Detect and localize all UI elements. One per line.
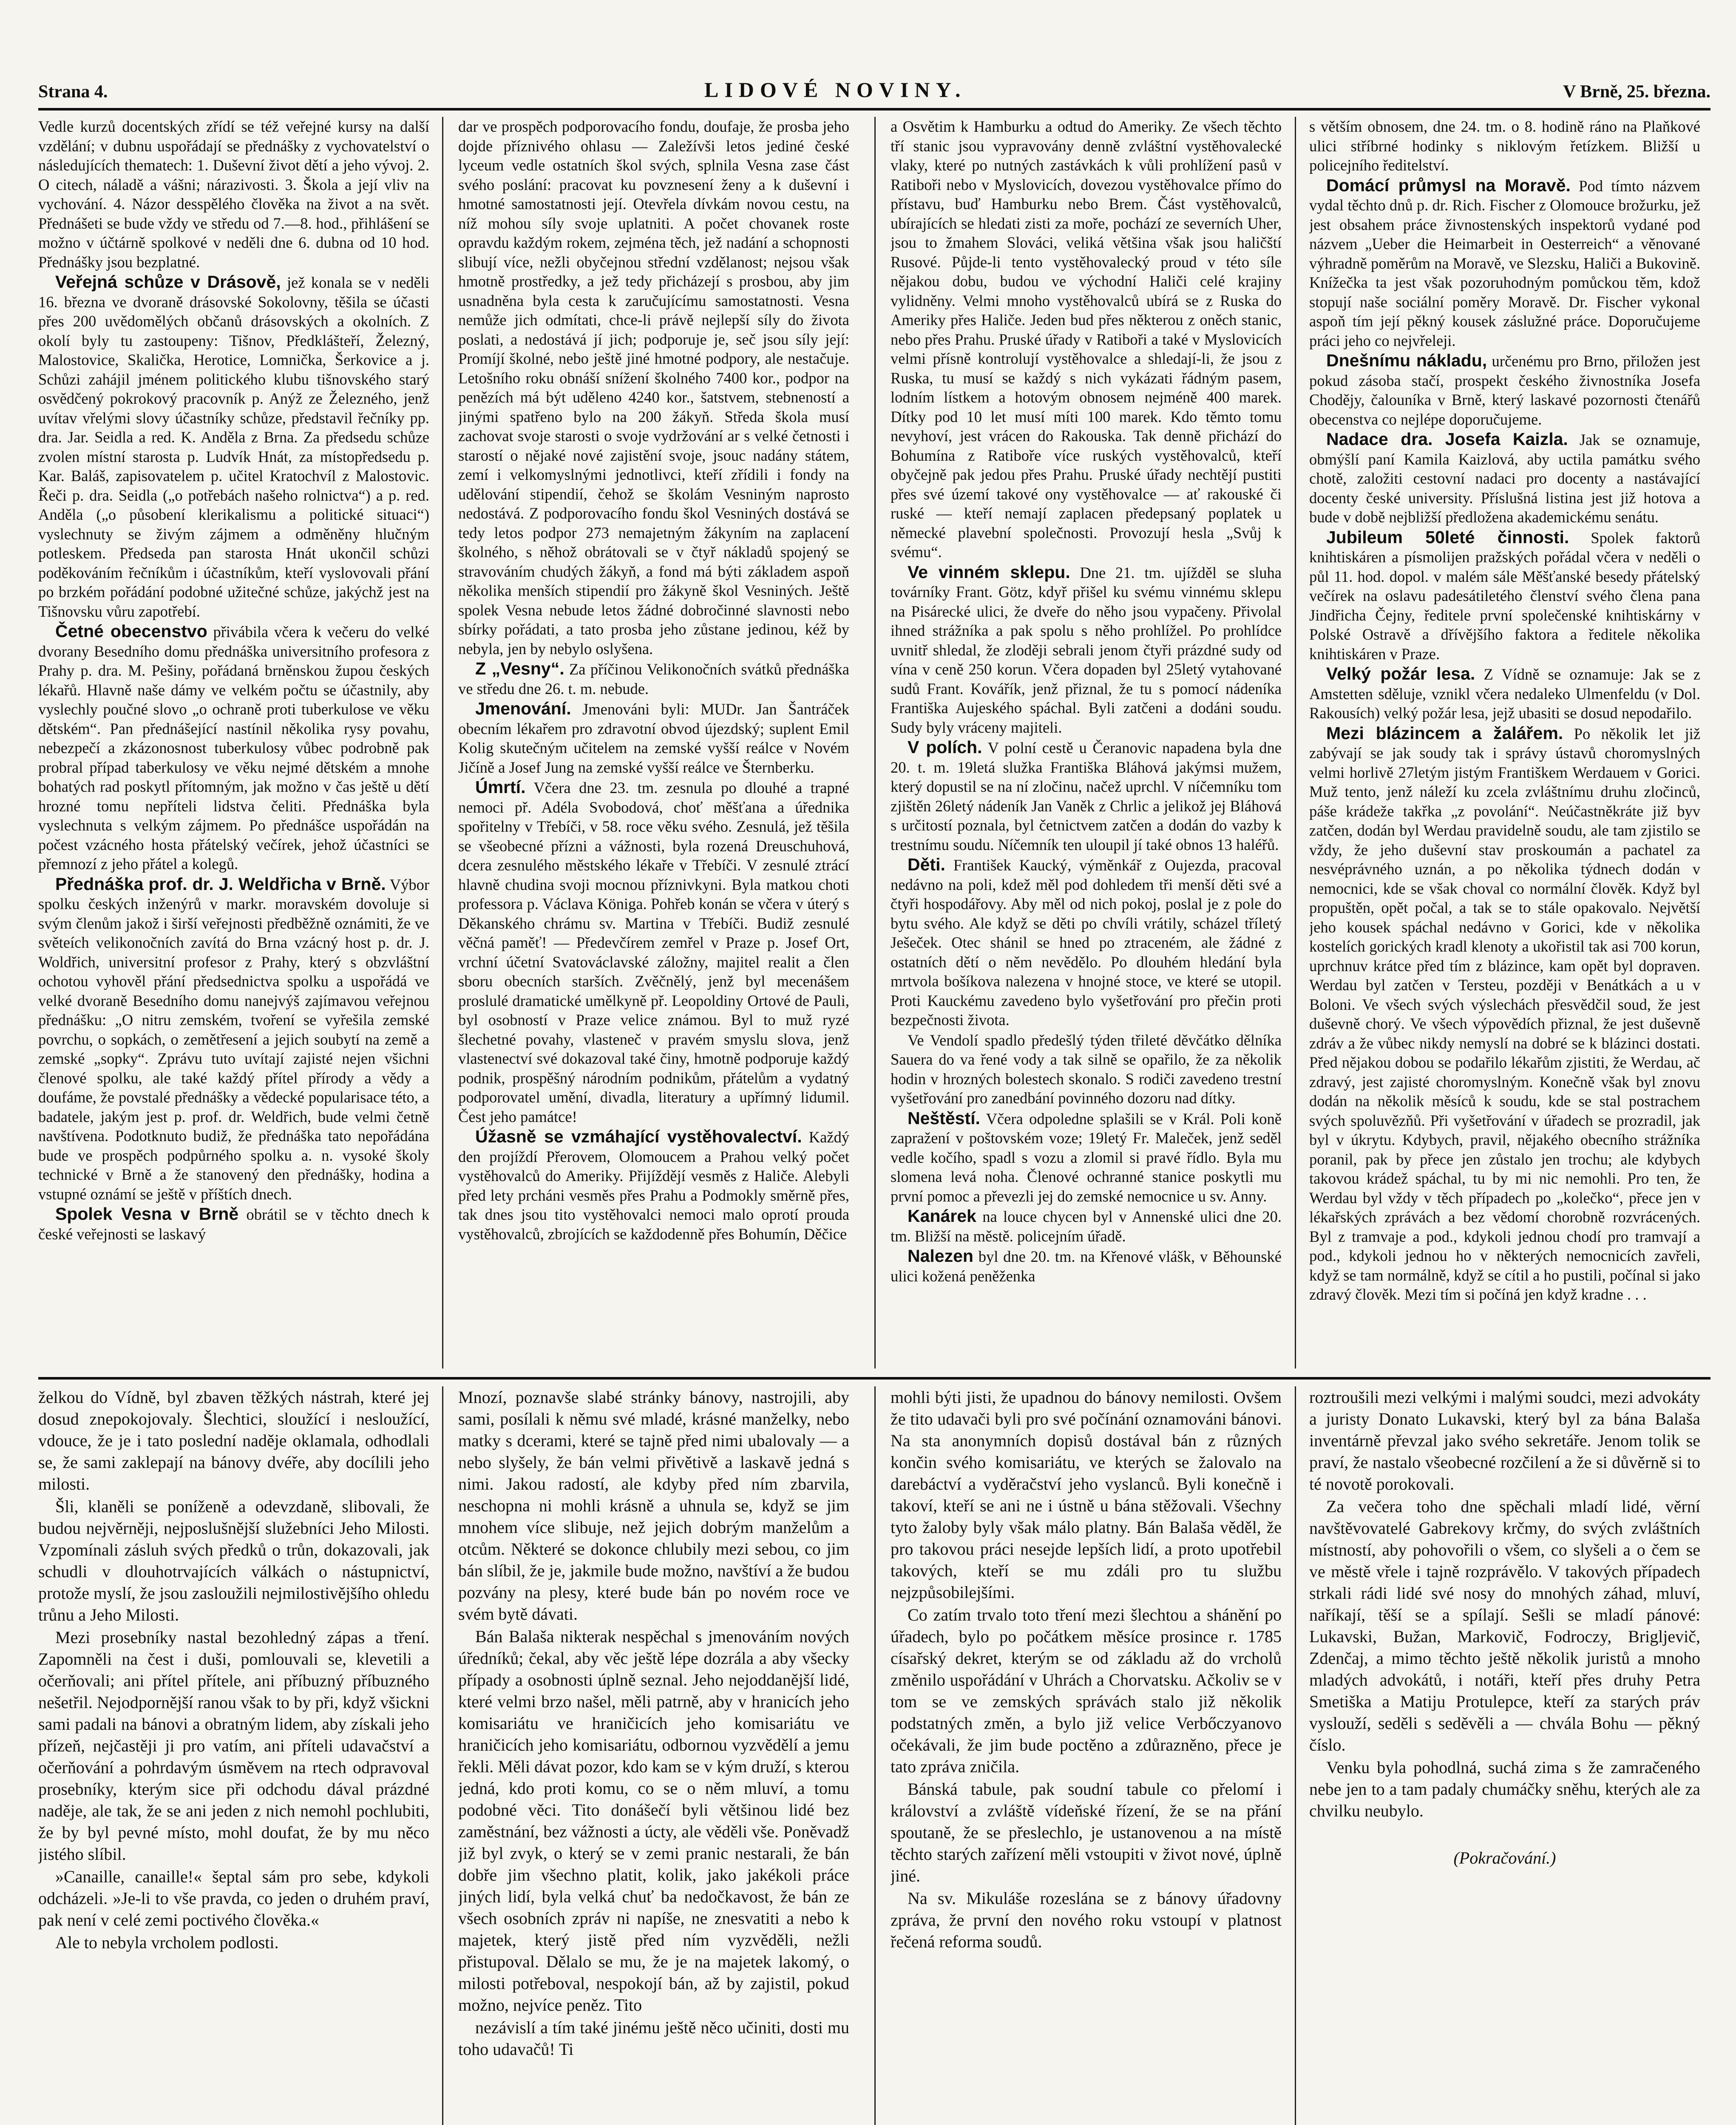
article-heading: Domácí průmysl na Moravě. (1326, 175, 1571, 195)
article-heading: Přednáška prof. dr. J. Weldřicha v Brně. (55, 874, 386, 894)
article-heading: Velký požár lesa. (1326, 664, 1475, 683)
article-text: určenému pro Brno, přiložen jest pokud zásoba stačí, prospekt českého živnostníka Josefa Chodějy, čalouníka v Brně, který laskavé pozornosti čtenářů obecenstva co nejlépe doporučujeme. (1309, 352, 1700, 428)
article-paragraph: Ve Vendolí spadlo předešlý týden třileté děvčátko dělníka Sauera do va řené vody a tak silně se opařilo, že za několik hodin v hrozných bolestech skonalo. S rodiči zavedeno trestní vyšetřování pro zanedbání povinného dozoru nad dítky. (891, 1031, 1282, 1107)
article-text: Včera odpoledne splašili se v Král. Poli koně zapražení v poštovském voze; 19letý Fr. Maleček, jenž seděl vedle kočího, spadl s vozu a zlomil si pravé řídlo. Byla mu slomena levá noha. Členové ochranné stanice poskytli mu první pomoc a převezli jej do zemské nemocnice u sv. Anny. (891, 1110, 1282, 1205)
article-heading: Úmrtí. (475, 777, 526, 797)
news-column-4 (1309, 117, 1700, 1368)
issue-date: V Brně, 25. března. (1563, 82, 1710, 102)
article-paragraph: dar ve prospěch podporovacího fondu, doufaje, že prosba jeho dojde příznivého ohlasu — Zaležívši letos jediné české lyceum vedle ostatních škol svých, splnila Vesna zase část svého poslání: pracovat ku povznesení ženy a k duševní i hmotné samostatnosti její. Otevřela dívkám novou cestu, na níž mohou síly svoje uplatniti. A počet chovanek roste opravdu každým rokem, zejména těch, jež nadání a schopnosti slibují více, nežli obyčejnou střední vzdělanost; nejsou však hmotně prostředky, a jež tedy přicházejí s prosbou, aby jim usnadněna byla cesta k zaručujícímu samostatnosti. Vesna nemůže jich odmítati, chce-li právě nejlepší síly do života poslati, a nedostává jí jich; podporuje je, seč jsou síly její: Promíjí školné, nebo ještě jiné hmotné podpory, ale nestačuje. Letošního roku obnáší snížení školného 7400 kor., podpor na penězích má být uděleno 4240 kor., šatstvem, stebneností a jinými spatřeno bylo na 200 žákyň. Středa škola musí zachovat svoje starosti o svoje vydržování ar s velké četnosti i starostí o nějaké nové zajistění svoje, jsouc nadány státem, zemí i velkomyslnými jednotlivci, kteří zřídili i fondy na udělování stipendií, čehož se školám Vesniným naprosto nedostává. Z podporovacího fondu škol Vesniných dostává se tedy letos podpor 273 nemajetným žákyním na zaplacení školného, s něhož obrátovali se v čtyř nákladů spojený se stravováním chudých žákyň, a fond má býti základem aspoň několika menších stipendií pro žákyně škol Vesniných. Ještě spolek Vesna nebude letos žádné dobročinné slavnosti nebo sbírky pořádati, a tato prosba jeho zůstane jedinou, kéž by nebyla, jen by nebylo oslyšena. (458, 118, 849, 657)
article-heading: Kanárek (908, 1206, 976, 1226)
article-heading: Jubileum 50leté činnosti. (1326, 527, 1569, 547)
header-rule (38, 108, 1710, 110)
feuilleton-column-4 (1309, 1386, 1700, 2125)
column-divider (442, 117, 443, 1368)
article-heading: Ve vinném sklepu. (908, 562, 1070, 582)
article-text: přivábila včera k večeru do velké dvorany Besedního domu přednáška universitního profesora z Prahy p. dra. M. Pešiny, pořádaná brněnskou župou českých lékařů. Hlavně naše dámy ve velkém počtu se účastnily, aby vyslechly poučné slovo „o ochraně proti tuberkulose ve věku dětském“. Pan přednášející nastínil několika rysy povahu, nebezpečí a zkázonosnost tuberkulosy vůbec podrobně pak probral případ taberkulosy ve věku nejmé dětském a mnohe bohatých rad poskytl přítomným, jak možno v čas ještě u dětí hrozné tomu nepříteli lidstva čeliti. Přednáška byla vyslechnuta s velkým zájmem. Po přednášce uspořádán na počest vzácného hosta přátelský večírek, jehož účastníci se přemnozí z jeho přátel a kolegů. (38, 623, 429, 873)
feuilleton-paragraph: nezávislí a tím také jinému ještě něco učiniti, dosti mu toho udavačů! Ti (458, 2018, 849, 2059)
feuilleton-paragraph: »Canaille, canaille!« šeptal sám pro sebe, kdykoli odcházeli. »Je-li to vše pravda, co jeden o druhém praví, pak není v celé zemi poctivého člověka.« (38, 1867, 429, 1930)
article-heading: Mezi blázincem a žalářem. (1326, 723, 1563, 743)
feuilleton-paragraph: Co zatím trvalo toto tření mezi šlechtou a shánění po úřadech, bylo po počátkem měsíce prosince r. 1785 císařský dekret, kterým se od základu až do vrcholů změnilo uspořádání v Uhrách a Chorvatsku. Ačkoliv se v tom se ve zemských správách stalo již několik podstatných změn, a bylo již velice Verbőczyanovo očekávali, že jim bude poctěno a zdůrazněno, přece je tato zpráva zničila. (891, 1605, 1282, 1776)
article-text: byl dne 20. tm. na Křenové vlášk, v Běhounské ulici kožená peněženka (891, 1248, 1282, 1285)
feuilleton-paragraph: Venku byla pohodlná, suchá zima s že zamračeného nebe jen to a tam padaly chumáčky sněhu, kterých ale za chvilku neubylo. (1309, 1758, 1700, 1820)
article-text: Po několik let již zabývají se jak soudy tak i správy ústavů choromyslných velmi horlivě 27letým jistým Františkem Werdauem v Gorici. Muž tento, jenž náleží ku zcela zvláštnímu druhu zločinců, páše krádeže takřka „z povolání“. Neúčastněkráte již byv zatčen, dodán byl Werdau pravidelně soudu, ale tam zjistilo se vždy, že jeho duševní stav proskoumán a pachatel za nesvéprávného uznán, a po několika týdnech dodán v nemocnici, kde se však choval co normální člověk. Když byl propuštěn, opět počal, a tak se to stále opakovalo. Největší jeho kousek spáchal nedávno v Gorici, kde v několika kostelích gorických kradl klenoty a ukořistil tak asi 700 korun, uprchnuv krátce před tím z blázince, kam opět byl dopraven. Werdau byl zatčen v Tersteu, později v Benátkách a u v Boloni. Ve všech svých výslechách přesvědčil soud, že jest duševně chorý. Ve všech výpovědích přiznal, že jest duševně zdráv a že vůbec nikdy nemyslí na dobré se k blázinci dostati. Před nějakou dobou se podařilo lékařům zjistiti, že Werdau, ač zdravý, jest zajisté choromyslným. Konečně však byl znovu dodán na několik měsíců k soudu, kde se stal postrachem svých spoluvězňů. Při vyšetřování v úřadech se prozradil, jak byl v úkrytu. Kdybych, pravil, nějakého obecního strážníka poranil, pak by přece jen zůstalo jen trochu; ale kdybych takovou krádež spáchal, tu by mi nic nemohli. Pro ten, že Werdau byl vždy v těch případech po „kolečko“, přece jen v lékařských zprávách a bez vědomí chorobně rozvrácených. Byl z tramvaje a pod., kdykoli jednou chodí pro tramvají a pod., kdykoli jednou ho v některých nemocnicích zavřeli, když se tam normálně, když se cítil a ho pustili, počínal si jako zdravý člověk. Mezi tím si počíná jen když kradne . . . (1309, 725, 1700, 1303)
article-text: Každý den projíždí Přerovem, Olomoucem a Prahou velký počet vystěhovalců do Ameriky. Přijíždějí vesměs z Haliče. Alebyli před lety prcháni vesměs přes Prahu a Podmokly směrně přes, tak dnes jsou tito vystěhovalci nemoci malo oprotí prouda vystěhovalců, zbrojících se každodenně přes Bohumín, Děčice (458, 1128, 849, 1243)
article-heading: Děti. (908, 855, 945, 874)
page-number: Strana 4. (38, 82, 108, 102)
article-heading: Spolek Vesna v Brně (55, 1204, 239, 1224)
column-divider (442, 1386, 443, 2125)
feuilleton-paragraph: Bánská tabule, pak soudní tabule co přelomí i království a zvláště vídeňské řízení, že se na přání spoutaně, že se přeslechlo, je ustanovenou a na místě těchto starých zařízení měli vstoupiti v život nové, úplně jiné. (891, 1779, 1282, 1885)
article-heading: Veřejná schůze v Drásově, (55, 272, 281, 292)
article-text: Včera dne 23. tm. zesnula po dlouhé a trapné nemoci př. Adéla Svobodová, choť měšťana a úřednika spořitelny v Třebíči, v 58. roce věku svého. Zesnulá, jež těšila se všeobecné přízni a vážnosti, byla rozená Dreuschuhová, dcera zesnulého městského lékaře v Třebíči. V zesnulé ztrácí hlavně chudina svoji mocnou příznivkyni. Byla matkou choti professora p. Václava Königa. Pohřeb konán se včera v úterý s Děkanského chrámu sv. Martina v Třebíči. Budiž zesnulé věčná paměť! — Předevčírem zemřel v Praze p. Josef Ort, vrchní účetní Svatováclavské záložny, majitel realit a člen sboru obecních starších. Zvěčnělý, jenž byl mecenášem proslulé dramatické umělkyně př. Leopoldiny Ortové de Pauli, byl osobností v Praze velice známou. Byl to muž ryzé šlechetné povahy, vlasteneč v pravém smyslu slova, jenž vlastenectví své dokazoval také činy, hmotně podporuje každý podnik, prospěšný národním podnikům, přátelům a vydatný podporovatel umění, divadla, literatury a upřímný lidumil. Čest jeho památce! (458, 779, 849, 1125)
article-paragraph: s větším obnosem, dne 24. tm. o 8. hodině ráno na Plaňkové ulici stříbrné hodinky s niklovým řetízkem. Bližší u policejního ředitelství. (1309, 118, 1700, 174)
article-paragraph: Vedle kurzů docentských zřídí se též veřejné kursy na další vzdělání; v dubnu uspořádají se přednášky z vychovatelství o následujících thematech: 1. Duševní život dětí a jeho vývoj. 2. O citech, náladě a vášni; nárazivosti. 3. Škola a její vliv na vychování. 4. Názor desspělého člověka na život a na svět. Přednášeti se bude vždy ve středu od 7.—8. hod., přihlášení se možno v účtárně spolkové v neděli dne 6. dubna od 10 hod. Přednášky jsou bezplatné. (38, 118, 429, 271)
article-heading: Četné obecenstvo (55, 621, 207, 641)
feuilleton-paragraph: Za večera toho dne spěchali mladí lidé, věrní navštěvovatelé Gabrekovy krčmy, do svých zvláštních místností, aby pohovořili o všem, co slyšeli a o čem se ve městě vřele i tajně rozprávělo. V takových případech strkali rádi lidé své nosy do mnohých záhad, mluví, naříkají, těší se a spílají. Sešli se mladí pánové: Lukavski, Bužan, Markovič, Fodroczy, Brigljevič, Zdenčaj, a mimo těchto ještě několik juristů a mnoho mladých advokátů, i notáři, kteří přes druhy Petra Smetiška a Matiju Protulepce, kteří za starých práv vyslouží, seděli s seděvěli a — chvála Bohu — pěkný číslo. (1309, 1497, 1700, 1754)
article-text: Z Vídně se oznamuje: Jak se z Amstetten sděluje, vznikl včera nedaleko Ulmenfeldu (v Dol. Rakousích) velký požár lesa, jejž ubasiti se dosud nepodařilo. (1309, 666, 1700, 722)
article-text: na louce chycen byl v Annenské ulici dne 20. tm. Bližší na městě. policejním úřadě. (891, 1208, 1282, 1245)
feuilleton-paragraph: roztroušili mezi velkými i malými soudci, mezi advokáty a juristy Donato Lukavski, který byl za bána Balaša inventárně převzal jako svého sekretáře. Jenom tolik se praví, že nastalo všeobecné rozčilení a že si důvěrně si to té novotě porokovali. (1309, 1388, 1700, 1493)
feuilleton-paragraph: Bán Balaša nikterak nespěchal s jmenováním nových úředníků; čekal, aby věc ještě lépe dozrála a aby všecky případy a osobnosti úplně seznal. Jeho nejoddanější lidé, které velmi brzo našel, měli patrně, aby v hranicích jeho komisariátu ve hraničicích jeho komisariátu ve hraničicích jeho komisariátu, odbornou vyzvědělí a jemu řekli. Měli dávat pozor, kdo kam se v kým druží, s kterou jedná, kdo proti komu, co se o něm mluví, a tomu podobné věci. Tito donášečí byli většinou lidé bez zaměstnání, bez vážnosti a úcty, ale věděli vše. Poněvadž již byl zvyk, o který se v zemi pranic nestarali, že bán dobře jim všechno platit, kolik, jako jakékoli práce jiných lidí, byla velká chuť ba nedočkavost, že bán ze všech osobních zpráv ni napíše, ne znesvatiti a nebo k majetek, který jistě před ním vyzvěděli, nežli přistupoval. Dělalo se mu, že je na majetek lakomý, o milosti potřeboval, nespokojí bán, až by zajistil, pokud možno, nejvíce peněz. Tito (458, 1627, 849, 2014)
article-text: V polní cestě u Čeranovic napadena byla dne 20. t. m. 19letá služka Františka Bláhová jakýmsi mužem, který dopustil se na ní zločinu, načež uprchl. V níčemníku tom zjištěn 26letý nádeník Jan Vaněk z Chrlic a jelikož jej Bláhová s určitostí poznala, byl četnictvem zatčen a dodán do vazby k trestnímu soudu. Níčemník ten uloupil jí také obnos 13 haléřů. (891, 739, 1282, 853)
article-text: Výbor spolku českých inženýrů v markr. moravském dovoluje si svým členům jakož i širší veřejnosti předběžně oznámiti, že ve světeích velikonočních zavítá do Brna vzácný host p. dr. J. Woldřich, universitní profesor z Prahy, který s obzvláštní ochotou vyhověl přání předsednictva spolku a uspořádá ve velké dvoraně Besedního domu nanejvýš zajímavou veřejnou přednášku: „O nitru zemském, tvoření se vyřešila zemské povrchu, o sopkách, o zemětřesení a jejich soubytí na země a zemské „sopky“. Zprávu tuto uvítají zajisté nejen všichni členové spolku, ale také každý přítel přírody a vědy a doufáme, že povstalé přednášky a vědecké popularisace této, a badatele, jakým jest p. prof. dr. Weldřich, bude velmi četně navštívena. Podotknuto budiž, že přednáška tato nepořádána bude ve prospěch podpůrného spolku a. n. vysoké školy technické v Brně a že stanovený den přednášky, hodina a vstupné oznámí se ještě v příštích dnech. (38, 876, 429, 1203)
article-text: Za příčinou Velikonočních svátků přednáška ve středu dne 26. t. m. nebude. (458, 660, 849, 697)
article-heading: Jmenování. (475, 699, 571, 718)
feuilleton-paragraph: želkou do Vídně, byl zbaven těžkých nástrah, které jej dosud znepokojovaly. Šlechtici, sloužící i nesloužící, vdouce, že je i tato poslední naděje oklamala, odhodlali se, že sami zaklepají na bánovy dvéře, aby docílili jeho milosti. (38, 1388, 429, 1493)
feuilleton-paragraph: Ale to nebyla vrcholem podlosti. (55, 1933, 279, 1952)
article-heading: Úžasně se vzmáhající vystěhovalectví. (475, 1127, 802, 1146)
feuilleton-column-1 (38, 1386, 429, 2125)
article-paragraph: a Osvětim k Hamburku a odtud do Ameriky. Ze všech těchto tří stanic jsou vypravovány denně zvláštní vystěhovalecké vlaky, které po nutných zastávkách k vůli prohlížení pasů v Ratiboři nebo v Myslovicích, dovezou vystěhovalce přímo do přístavu, buď Hamburku nebo Brem. Část vystěhovalců, ubírajících se hledati zisti za moře, pochází ze severních Uher, jsou to žmahem Slováci, veliká většina však jsou haličští Rusové. Půjde-li tento vystěhovalecký proud v této síle nějakou dobu, budou ve východní Haliči celé krajiny vylidněny. Velmi mnoho vystěhovalců ubírá se z Ruska do Ameriky přes Haliče. Jeden bud přes některou z oněch stanic, nebo přes Prahu. Pruské úřady v Ratiboři a také v Myslovicích velmi přísně kontrolují vystěhovalce a shledají-li, že jsou z Ruska, tu musí se každý s nich vykázati řádným pasem, lodním lístkem a hotovým obnosem nejméně 400 marek. Dítky pod 10 let musí míti 100 marek. Kdo těmto tomu nevyhoví, jest vrácen do Rakouska. Tak denně přichází do Bohumína z Ratiboře více ruských vystěhovalců, kteří obyčejně pak jedou přes Prahu. Pruské úřady nechtějí pustiti přes své území takové ony vystěhovalce — ať rakouské či ruské — kteří nemají zaplacen předepsaný poplatek u německé plavební společnosti. Provozují hesla „Svůj k svému“. (891, 118, 1282, 561)
article-heading: Neštěstí. (908, 1108, 980, 1128)
feuilleton-rule (38, 1377, 1710, 1380)
news-column-3 (891, 117, 1282, 1368)
article-heading: V polích. (908, 737, 982, 757)
feuilleton-column-2 (458, 1386, 849, 2125)
masthead-title: LIDOVÉ NOVINY. (704, 78, 967, 102)
article-heading: Nadace dra. Josefa Kaizla. (1326, 429, 1568, 449)
article-text: Pod tímto názvem vydal těchto dnů p. dr. Rich. Fischer z Olomouce brožurku, jež jest obsahem práce živnostenských inspektorů vydané pod názvem „Ueber die Heimarbeit in Oesterreich“ a věnované výhradně poměrům na Moravě, ve Slezsku, Haliči a Bukovině. Knížečka ta jest však pozoruhodným pomůckou těm, kdož stopují naše sociální poměry Moravě. Dr. Fischer vykonal aspoň tím její pěkný kousek záslužné práce. Doporučujeme práci jeho co nejvřeleji. (1309, 177, 1700, 349)
article-text: Jak se oznamuje, obmýšlí paní Kamila Kaizlová, aby uctila památku svého chotě, založiti cestovní nadaci pro docenty a nastávající docenty české university. Příslušná listina jest již hotova a bude v době nejbližší předložena akademickému senátu. (1309, 431, 1700, 526)
article-text: Spolek faktorů knihtiskáren a písmolijen pražských pořádal včera v neděli o půl 11. hod. dopol. v malém sále Měšťanské besedy přátelský večírek na oslavu padesátiletého členství svého člena pana Jindřicha Čejny, ředitele první společenské knihtiskárny v Polské Ostravě a dřívějšího faktora a ředitele několika knihtiskáren v Praze. (1309, 529, 1700, 663)
article-heading: Nalezen (908, 1246, 973, 1266)
news-column-2 (458, 117, 849, 1368)
article-text: jež konala se v neděli 16. března ve dvoraně drásovské Sokolovny, těšila se účasti přes 200 uvědomělých občanů drásovských a okolních. Z okolí byly tu zastoupeny: Tišnov, Předklášteří, Železný, Malostovice, Skalička, Herotice, Lomnička, Šerkovice a j. Schůzi zahájil jménem politického klubu tišnovského starý osvědčený pokrokový pracovník p. Anýž ze Železného, jenž uvítav vřelými slovy účastníky schůze, představil řečníky pp. dra. Jar. Seidla a red. K. Anděla z Brna. Za předsedu schůze zvolen místní starosta p. Ludvík Hnát, za místopředsedu p. Kar. Baláš, zapisovatelem p. učitel Kratochvíl z Malostovic. Řeči p. dra. Seidla („o potřebách našeho rolnictva“) a p. red. Anděla („o působení klerikalismu a politické situaci“) vyslechnuty se živým zájmem a odměněny hlučným potleskem. Předseda pan starosta Hnát ukončil schůzi poděkováním řečníkům i účastníkům, kteří vyslovovali přání po brzkém pořádání podobné užitečné schůze, jakýchž jest na Tišnovsku vůru zapotřebí. (38, 274, 429, 620)
feuilleton-paragraph: Šli, klaněli se poníženě a odevzdaně, slibovali, že budou nejvěrněji, nejposlušnější služebníci Jeho Milosti. Vzpomínali zásluh svých předků o trůn, dokazovali, jak schudli v dlouhotrvajících válkách o nástupnictví, protože myslí, že jsou zasloužili nejmilostivějšího ohledu trůnu a Jeho Milosti. (38, 1497, 429, 1624)
feuilleton-paragraph: mohli býti jisti, že upadnou do bánovy nemilosti. Ovšem že tito udavači byli pro své počínání oznamováni bánovi. Na sta anonymních dopisů dostával bán z různých končin svého komisariátu, ve kterých se žalovalo na darebáctví a vyděračství jeho vyslanců. Byli konečně i takoví, kteří se ani ne i ústně u bána stěžovali. Všechny tyto žaloby byly však málo platny. Bán Balaša věděl, že pro takovou práci nesejde lepších lidí, a proto upotřebil takových, kteří se mu zdáli pro tu službu nejzpůsobilejšími. (891, 1388, 1282, 1602)
column-divider (1295, 1386, 1296, 2125)
article-text: Jmenováni byli: MUDr. Jan Šantráček obecním lékařem pro zdravotní obvod újezdský; suplent Emil Kolig skutečným učitelem na zemské vyšší reálce v Novém Jičíně a Josef Jung na zemské vyšší reálce ve Šternberku. (458, 700, 849, 776)
feuilleton-paragraph: Mnozí, poznavše slabé stránky bánovy, nastrojili, aby sami, posílali k němu své mladé, krásné manželky, nebo matky s dcerami, které se tajně před nimi ubalovaly — a nebo slyšely, že bán velmi přivětivě a laskavě jedná s nimi. Jakou radostí, ale kdyby před ním zbarvila, neschopna ni mohli krásně a uhnula se, když se jim mnohem více slibuje, než jejich dobrým manželům a otcům. Některé se dokonce chlubily mezi sebou, co jim bán slíbil, že je, jakmile bude možno, navštíví a že budou pozvány na plesy, které bude bán po novém roce ve svém bytě dávati. (458, 1388, 849, 1624)
page-header (38, 17, 1710, 102)
article-text: Dne 21. tm. ujížděl se sluha továrníky Frant. Götz, kdyř přišel ku svému vinnému sklepu na Pisárecké ulici, že dveře do něho jsou vypačeny. Přivolal ihned strážníka a pak spolu s něho prohlížel. Po prohlídce uvnitř shledal, že zloději sebrali jenom čtyři prázdné sudy od vína v ceně 250 korun. Včera dopaden byl 25letý vytahované sudů Frant. Kovářík, jenž přiznal, že tu s pomocí nádeníka Františka Aujeského spáchal. Byli zatčeni a dodáni soudu. Sudy byly vráceny majiteli. (891, 564, 1282, 736)
news-column-1 (38, 117, 429, 1368)
continuation-note: (Pokračování.) (1453, 1848, 1556, 1867)
article-heading: Z „Vesny“. (475, 659, 564, 678)
column-divider (1295, 117, 1296, 1368)
feuilleton-column-3 (891, 1386, 1282, 2125)
column-divider (874, 117, 876, 1368)
article-text: František Kaucký, výměnkář z Oujezda, pracoval nedávno na poli, kdež měl pod dohledem tři menší děti své a čtyři hospodářovy. Aby měl od nich pokoj, poslal je z pole do bytu svého. Ale když se děti po chvíli vrátily, scházel tříletý Ješeček. Otec shánil se hned po ztraceném, ale žádné z ostatních dětí o něm nevědělo. Po dlouhém hledání byla mrtvola bošíkova nalezena v hnojné stoce, ve které se utopil. Proti Kauckému zavedeno bylo vyšetřování pro přečin proti bezpečnosti života. (891, 856, 1282, 1028)
article-heading: Dnešnímu nákladu, (1326, 351, 1487, 370)
feuilleton-paragraph: Na sv. Mikuláše rozeslána se z bánovy úřadovny zpráva, že první den nového roku vstoupí v platnost řečená reforma soudů. (891, 1889, 1282, 1951)
article-text: obrátil se v těchto dnech k české veřejnosti se laskavý (38, 1206, 429, 1243)
column-divider (874, 1386, 876, 2125)
feuilleton-paragraph: Mezi prosebníky nastal bezohledný zápas a tření. Zapomněli na čest i duši, pomlouvali se, klevetili a očerňovali; ani přítel přítele, ani příbuzný příbuzného nešetřil. Nejodpornější ranou však to by při, když všickni sami padali na bánovi a obratným lidem, aby získali jeho přízeň, nejčastěji ji pro vatím, ani příteli udavačství a očerňování a pohrdavým úsměvem na rtech odpravoval prosebníky, kterým sice při odchodu dával prázdné naděje, ale tak, že se ani jeden z nich nemohl pochlubiti, že by byl pevné místo, mohl doufat, že by mu něco jistého slíbil. (38, 1628, 429, 1864)
